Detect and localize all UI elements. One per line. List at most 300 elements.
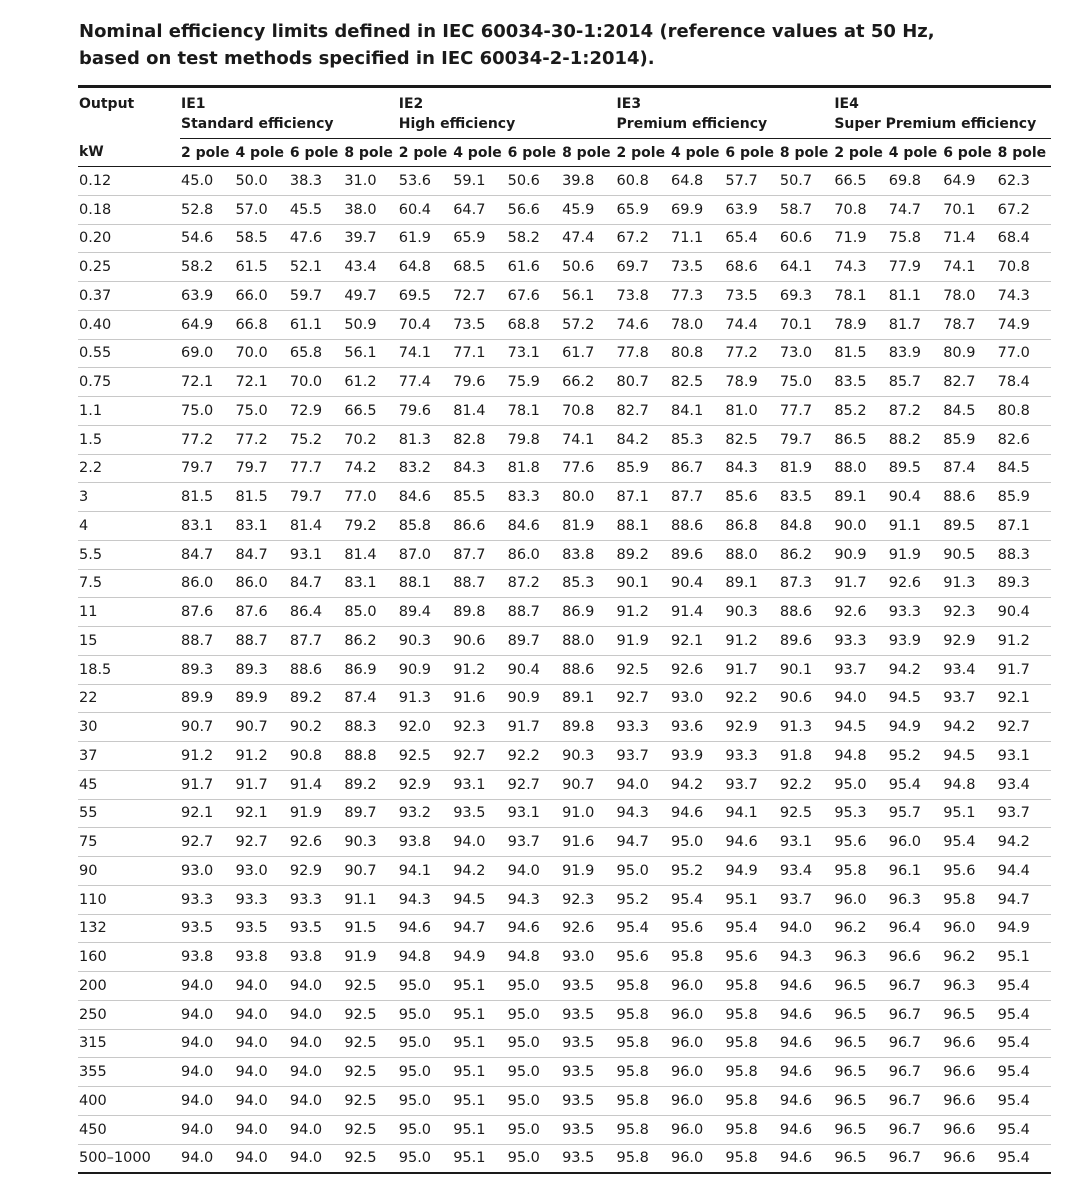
efficiency-value-cell: 61.1: [289, 310, 343, 339]
efficiency-value-cell: 94.2: [670, 770, 724, 799]
efficiency-value-cell: 88.0: [561, 627, 615, 656]
efficiency-value-cell: 95.1: [942, 799, 996, 828]
pole-header: 8 pole: [343, 139, 397, 167]
efficiency-value-cell: 93.3: [616, 713, 670, 742]
efficiency-value-cell: 90.7: [180, 713, 234, 742]
efficiency-value-cell: 95.4: [997, 1029, 1051, 1058]
output-kw-cell: 400: [78, 1087, 180, 1116]
efficiency-value-cell: 94.3: [616, 799, 670, 828]
title-line-2: based on test methods specified in IEC 60034-2-1:2014).: [79, 48, 655, 69]
efficiency-value-cell: 82.8: [452, 425, 506, 454]
efficiency-value-cell: 94.7: [997, 885, 1051, 914]
efficiency-value-cell: 93.5: [234, 914, 288, 943]
efficiency-value-cell: 91.2: [234, 742, 288, 771]
efficiency-value-cell: 91.0: [561, 799, 615, 828]
efficiency-value-cell: 78.1: [833, 282, 887, 311]
efficiency-value-cell: 95.8: [616, 1115, 670, 1144]
efficiency-value-cell: 82.6: [997, 425, 1051, 454]
efficiency-value-cell: 87.0: [398, 540, 452, 569]
efficiency-value-cell: 93.5: [452, 799, 506, 828]
efficiency-value-cell: 95.1: [453, 1150, 486, 1167]
efficiency-value-cell: 70.4: [398, 310, 452, 339]
efficiency-value-cell: 89.1: [833, 483, 887, 512]
efficiency-value-cell: 95.8: [616, 1087, 670, 1116]
efficiency-value-cell: 71.9: [833, 224, 887, 253]
efficiency-value-cell: 92.6: [561, 914, 615, 943]
pole-header: 2 pole: [180, 139, 234, 167]
efficiency-value-cell: 75.8: [888, 224, 942, 253]
efficiency-value-cell: 94.6: [779, 1000, 833, 1029]
efficiency-value-cell: 90.9: [833, 540, 887, 569]
output-kw-cell: 110: [78, 885, 180, 914]
efficiency-value-cell: 93.8: [398, 828, 452, 857]
efficiency-value-cell: 96.6: [942, 1029, 996, 1058]
efficiency-value-cell: 92.6: [888, 569, 942, 598]
efficiency-value-cell: 74.3: [833, 253, 887, 282]
efficiency-value-cell: 89.2: [289, 684, 343, 713]
efficiency-value-cell: 81.9: [779, 454, 833, 483]
output-kw-cell: 3: [78, 483, 180, 512]
efficiency-value-cell: 84.3: [452, 454, 506, 483]
efficiency-value-cell: 96.6: [942, 1115, 996, 1144]
efficiency-value-cell: 92.5: [779, 799, 833, 828]
pole-header: 4 pole: [452, 139, 506, 167]
efficiency-value-cell: 93.0: [561, 943, 615, 972]
efficiency-value-cell: 95.8: [942, 885, 996, 914]
efficiency-value-cell: 89.1: [724, 569, 778, 598]
pole-header: 6 pole: [942, 139, 996, 167]
efficiency-value-cell: 87.3: [779, 569, 833, 598]
efficiency-value-cell: 87.7: [670, 483, 724, 512]
efficiency-value-cell: 96.0: [670, 1058, 724, 1087]
efficiency-value-cell: 54.6: [180, 224, 234, 253]
efficiency-value-cell: 95.1: [452, 1000, 506, 1029]
efficiency-value-cell: 86.0: [180, 569, 234, 598]
efficiency-value-cell: 93.7: [779, 885, 833, 914]
efficiency-value-cell: 64.9: [942, 167, 996, 196]
efficiency-value-cell: 73.1: [507, 339, 561, 368]
efficiency-value-cell: 67.2: [616, 224, 670, 253]
efficiency-value-cell: 65.9: [452, 224, 506, 253]
group-header-ie1: [180, 87, 398, 139]
efficiency-value-cell: 38.0: [343, 195, 397, 224]
efficiency-value-cell: 95.4: [724, 914, 778, 943]
efficiency-value-cell: 95.6: [833, 828, 887, 857]
output-kw-cell: 18.5: [78, 655, 180, 684]
output-kw-cell: 75: [78, 828, 180, 857]
efficiency-value-cell: 74.4: [724, 310, 778, 339]
efficiency-value-cell: 91.8: [779, 742, 833, 771]
efficiency-value-cell: 94.9: [724, 857, 778, 886]
efficiency-value-cell: 74.6: [616, 310, 670, 339]
table-row: [78, 914, 1051, 943]
efficiency-value-cell: 69.3: [779, 282, 833, 311]
table-row: [78, 742, 1051, 771]
table-row: [78, 972, 1051, 1001]
efficiency-value-cell: 92.7: [452, 742, 506, 771]
group-header-row: [78, 87, 1051, 139]
efficiency-value-cell: 92.9: [942, 627, 996, 656]
efficiency-value-cell: 93.7: [724, 770, 778, 799]
efficiency-value-cell: 86.9: [561, 598, 615, 627]
output-header: Output: [79, 96, 135, 112]
efficiency-value-cell: 86.2: [779, 540, 833, 569]
efficiency-value-cell: 88.0: [833, 454, 887, 483]
efficiency-value-cell: 72.1: [180, 368, 234, 397]
table-body: [78, 167, 1051, 1174]
efficiency-value-cell: 95.0: [398, 1000, 452, 1029]
efficiency-value-cell: 88.6: [289, 655, 343, 684]
efficiency-value-cell: 61.2: [343, 368, 397, 397]
efficiency-value-cell: 59.1: [452, 167, 506, 196]
efficiency-value-cell: 60.4: [398, 195, 452, 224]
efficiency-value-cell: 93.5: [561, 972, 615, 1001]
table-row: [78, 310, 1051, 339]
efficiency-value-cell: 92.5: [616, 655, 670, 684]
efficiency-value-cell: 95.0: [398, 972, 452, 1001]
output-kw-cell: 450: [78, 1115, 180, 1144]
efficiency-value-cell: 92.3: [942, 598, 996, 627]
efficiency-value-cell: 92.5: [343, 1000, 397, 1029]
efficiency-value-cell: 93.8: [234, 943, 288, 972]
efficiency-value-cell: 90.8: [289, 742, 343, 771]
output-kw-cell: 30: [78, 713, 180, 742]
efficiency-value-cell: 95.1: [452, 1087, 506, 1116]
efficiency-value-cell: 82.5: [724, 425, 778, 454]
efficiency-value-cell: 78.0: [942, 282, 996, 311]
efficiency-value-cell: 93.3: [724, 742, 778, 771]
efficiency-value-cell: 78.1: [507, 397, 561, 426]
efficiency-value-cell: 31.0: [343, 167, 397, 196]
efficiency-value-cell: 93.4: [997, 770, 1051, 799]
efficiency-value-cell: 96.0: [670, 1150, 704, 1167]
efficiency-value-cell: 95.8: [833, 857, 887, 886]
efficiency-value-cell: 81.8: [507, 454, 561, 483]
efficiency-value-cell: 91.2: [452, 655, 506, 684]
efficiency-value-cell: 56.1: [561, 282, 615, 311]
table-row: [78, 1087, 1051, 1116]
efficiency-value-cell: 77.2: [180, 425, 234, 454]
efficiency-value-cell: 93.3: [833, 627, 887, 656]
efficiency-value-cell: 93.1: [289, 540, 343, 569]
efficiency-value-cell: 92.1: [997, 684, 1051, 713]
efficiency-value-cell: 77.0: [997, 339, 1051, 368]
efficiency-value-cell: 91.2: [180, 742, 234, 771]
efficiency-value-cell: 95.8: [724, 1087, 778, 1116]
efficiency-value-cell: 95.4: [997, 1115, 1051, 1144]
pole-header: 4 pole: [670, 139, 724, 167]
efficiency-value-cell: 94.6: [779, 1029, 833, 1058]
efficiency-value-cell: 88.6: [942, 483, 996, 512]
table-row: [78, 713, 1051, 742]
efficiency-value-cell: 52.8: [180, 195, 234, 224]
efficiency-value-cell: 73.5: [724, 282, 778, 311]
efficiency-value-cell: 96.0: [670, 1000, 724, 1029]
efficiency-value-cell: 95.0: [616, 857, 670, 886]
efficiency-value-cell: 77.0: [343, 483, 397, 512]
efficiency-value-cell: 71.1: [670, 224, 724, 253]
efficiency-value-cell: 96.7: [888, 1087, 942, 1116]
efficiency-value-cell: 90.6: [779, 684, 833, 713]
table-row: [78, 167, 1051, 196]
table-row: [78, 195, 1051, 224]
efficiency-value-cell: 90.4: [888, 483, 942, 512]
efficiency-value-cell: 89.9: [180, 684, 234, 713]
efficiency-value-cell: 53.6: [398, 167, 452, 196]
efficiency-value-cell: 57.2: [561, 310, 615, 339]
efficiency-value-cell: 60.8: [616, 167, 670, 196]
efficiency-value-cell: 95.0: [507, 1000, 561, 1029]
efficiency-value-cell: 66.5: [833, 167, 887, 196]
efficiency-value-cell: 84.6: [507, 512, 561, 541]
efficiency-value-cell: 96.0: [942, 914, 996, 943]
efficiency-value-cell: 93.5: [561, 1115, 615, 1144]
output-kw-cell: 1.5: [78, 425, 180, 454]
efficiency-value-cell: 84.8: [779, 512, 833, 541]
efficiency-value-cell: 94.0: [181, 1150, 214, 1167]
efficiency-value-cell: 73.5: [670, 253, 724, 282]
efficiency-value-cell: 92.9: [724, 713, 778, 742]
efficiency-value-cell: 93.5: [561, 1029, 615, 1058]
efficiency-value-cell: 95.1: [452, 1058, 506, 1087]
efficiency-value-cell: 94.6: [779, 972, 833, 1001]
efficiency-value-cell: 93.7: [833, 655, 887, 684]
efficiency-value-cell: 85.9: [942, 425, 996, 454]
output-kw-cell: 315: [78, 1029, 180, 1058]
efficiency-value-cell: 95.4: [997, 1087, 1051, 1116]
efficiency-value-cell: 93.9: [888, 627, 942, 656]
efficiency-value-cell: 43.4: [343, 253, 397, 282]
efficiency-value-cell: 85.7: [888, 368, 942, 397]
table-row: [78, 1000, 1051, 1029]
efficiency-value-cell: 88.3: [343, 713, 397, 742]
efficiency-value-cell: 95.8: [616, 972, 670, 1001]
efficiency-value-cell: 70.2: [343, 425, 397, 454]
efficiency-value-cell: 94.0: [779, 914, 833, 943]
efficiency-value-cell: 58.7: [779, 195, 833, 224]
efficiency-value-cell: 95.1: [452, 1029, 506, 1058]
efficiency-value-cell: 74.2: [343, 454, 397, 483]
efficiency-value-cell: 45.5: [289, 195, 343, 224]
efficiency-value-cell: 94.0: [289, 1115, 343, 1144]
efficiency-value-cell: 50.6: [561, 253, 615, 282]
efficiency-value-cell: 94.1: [398, 857, 452, 886]
efficiency-value-cell: 94.0: [616, 770, 670, 799]
efficiency-value-cell: 57.0: [234, 195, 288, 224]
efficiency-value-cell: 60.6: [779, 224, 833, 253]
pole-header: 8 pole: [779, 139, 833, 167]
efficiency-value-cell: 90.4: [670, 569, 724, 598]
efficiency-value-cell: 91.7: [180, 770, 234, 799]
efficiency-value-cell: 85.5: [452, 483, 506, 512]
efficiency-value-cell: 89.7: [343, 799, 397, 828]
efficiency-value-cell: 94.4: [997, 857, 1051, 886]
efficiency-value-cell: 94.2: [888, 655, 942, 684]
efficiency-value-cell: 58.2: [180, 253, 234, 282]
efficiency-value-cell: 92.2: [724, 684, 778, 713]
efficiency-value-cell: 79.7: [234, 454, 288, 483]
efficiency-value-cell: 96.3: [888, 885, 942, 914]
pole-header: 2 pole: [833, 139, 887, 167]
efficiency-value-cell: 96.3: [833, 943, 887, 972]
efficiency-value-cell: 83.5: [779, 483, 833, 512]
efficiency-value-cell: 81.1: [888, 282, 942, 311]
efficiency-value-cell: 72.1: [234, 368, 288, 397]
table-row: [78, 598, 1051, 627]
efficiency-value-cell: 81.5: [180, 483, 234, 512]
output-kw-cell: 0.12: [78, 167, 180, 196]
efficiency-value-cell: 61.6: [507, 253, 561, 282]
efficiency-value-cell: 92.2: [507, 742, 561, 771]
efficiency-value-cell: 93.4: [779, 857, 833, 886]
unit-header: kW: [78, 139, 180, 167]
efficiency-value-cell: 95.8: [616, 1000, 670, 1029]
efficiency-value-cell: 91.2: [997, 627, 1051, 656]
efficiency-value-cell: 90.7: [234, 713, 288, 742]
output-kw-cell: 132: [78, 914, 180, 943]
efficiency-value-cell: 96.6: [888, 943, 942, 972]
efficiency-value-cell: 90.0: [833, 512, 887, 541]
efficiency-value-cell: 93.0: [234, 857, 288, 886]
output-kw-cell: 0.55: [78, 339, 180, 368]
efficiency-value-cell: 94.6: [779, 1115, 833, 1144]
efficiency-value-cell: 91.7: [833, 569, 887, 598]
efficiency-value-cell: 50.0: [234, 167, 288, 196]
efficiency-value-cell: 90.3: [398, 627, 452, 656]
efficiency-value-cell: 92.5: [344, 1150, 377, 1167]
efficiency-value-cell: 89.8: [561, 713, 615, 742]
efficiency-value-cell: 74.9: [997, 310, 1051, 339]
output-kw-cell: 4: [78, 512, 180, 541]
table-row: [78, 828, 1051, 857]
efficiency-value-cell: 74.3: [997, 282, 1051, 311]
pole-header: 4 pole: [888, 139, 942, 167]
efficiency-value-cell: 94.8: [398, 943, 452, 972]
table-row: [78, 540, 1051, 569]
efficiency-value-cell: 91.1: [343, 885, 397, 914]
efficiency-value-cell: 93.0: [180, 857, 234, 886]
efficiency-value-cell: 68.5: [452, 253, 506, 282]
table-row: [78, 1029, 1051, 1058]
efficiency-value-cell: 94.0: [180, 1000, 234, 1029]
efficiency-value-cell: 94.0: [507, 857, 561, 886]
output-kw-cell: 11: [78, 598, 180, 627]
efficiency-value-cell: 95.4: [997, 1000, 1051, 1029]
efficiency-value-cell: 77.6: [561, 454, 615, 483]
efficiency-value-cell: 92.3: [561, 885, 615, 914]
efficiency-value-cell: 75.9: [507, 368, 561, 397]
table-row: [78, 512, 1051, 541]
efficiency-value-cell: 58.5: [234, 224, 288, 253]
efficiency-value-cell: 94.3: [779, 943, 833, 972]
efficiency-value-cell: 87.2: [888, 397, 942, 426]
group-name: High efficiency: [398, 116, 516, 132]
efficiency-value-cell: 87.2: [507, 569, 561, 598]
efficiency-value-cell: 39.8: [561, 167, 615, 196]
efficiency-value-cell: 77.4: [398, 368, 452, 397]
efficiency-value-cell: 94.1: [724, 799, 778, 828]
efficiency-value-cell: 91.7: [997, 655, 1051, 684]
output-kw-cell: 0.25: [78, 253, 180, 282]
efficiency-value-cell: 91.3: [398, 684, 452, 713]
efficiency-value-cell: 94.0: [289, 1150, 323, 1167]
efficiency-value-cell: 61.9: [398, 224, 452, 253]
efficiency-value-cell: 95.0: [833, 770, 887, 799]
efficiency-value-cell: 96.7: [888, 1150, 922, 1167]
efficiency-value-cell: 96.5: [833, 1058, 887, 1087]
efficiency-value-cell: 91.3: [942, 569, 996, 598]
efficiency-value-cell: 89.7: [507, 627, 561, 656]
efficiency-value-cell: 94.5: [452, 885, 506, 914]
efficiency-value-cell: 79.6: [398, 397, 452, 426]
efficiency-value-cell: 79.2: [343, 512, 397, 541]
efficiency-value-cell: 96.0: [670, 1115, 724, 1144]
efficiency-value-cell: 95.8: [724, 1029, 778, 1058]
efficiency-value-cell: 90.7: [561, 770, 615, 799]
efficiency-value-cell: 91.3: [779, 713, 833, 742]
efficiency-value-cell: 94.0: [289, 1029, 343, 1058]
table-row: [78, 425, 1051, 454]
efficiency-value-cell: 93.7: [997, 799, 1051, 828]
efficiency-value-cell: 80.7: [616, 368, 670, 397]
efficiency-value-cell: 83.1: [180, 512, 234, 541]
efficiency-value-cell: 93.5: [561, 1087, 615, 1116]
efficiency-value-cell: 78.9: [724, 368, 778, 397]
efficiency-value-cell: 70.1: [942, 195, 996, 224]
efficiency-value-cell: 92.1: [670, 627, 724, 656]
table-row: [78, 655, 1051, 684]
efficiency-value-cell: 65.4: [724, 224, 778, 253]
efficiency-value-cell: 93.0: [670, 684, 724, 713]
efficiency-value-cell: 96.5: [833, 972, 887, 1001]
efficiency-value-cell: 95.0: [398, 1087, 452, 1116]
efficiency-value-cell: 88.7: [452, 569, 506, 598]
efficiency-value-cell: 89.2: [616, 540, 670, 569]
efficiency-value-cell: 92.6: [833, 598, 887, 627]
efficiency-value-cell: 66.5: [343, 397, 397, 426]
efficiency-value-cell: 89.3: [180, 655, 234, 684]
efficiency-value-cell: 81.7: [888, 310, 942, 339]
output-kw-cell: 22: [78, 684, 180, 713]
efficiency-value-cell: 86.8: [724, 512, 778, 541]
efficiency-table: [78, 85, 1051, 1174]
efficiency-value-cell: 88.6: [670, 512, 724, 541]
efficiency-value-cell: 96.5: [942, 1000, 996, 1029]
efficiency-value-cell: 95.4: [888, 770, 942, 799]
efficiency-value-cell: 85.8: [398, 512, 452, 541]
efficiency-value-cell: 66.2: [561, 368, 615, 397]
efficiency-value-cell: 96.7: [888, 1000, 942, 1029]
efficiency-value-cell: 68.8: [507, 310, 561, 339]
efficiency-value-cell: 90.5: [942, 540, 996, 569]
efficiency-value-cell: 80.9: [942, 339, 996, 368]
efficiency-value-cell: 94.5: [888, 684, 942, 713]
efficiency-value-cell: 85.3: [561, 569, 615, 598]
efficiency-value-cell: 93.1: [452, 770, 506, 799]
group-header-ie2: [398, 87, 616, 139]
group-name: Standard efficiency: [181, 116, 334, 132]
efficiency-value-cell: 90.7: [343, 857, 397, 886]
efficiency-value-cell: 93.8: [180, 943, 234, 972]
efficiency-value-cell: 89.1: [561, 684, 615, 713]
efficiency-value-cell: 86.0: [234, 569, 288, 598]
efficiency-value-cell: 96.6: [942, 1058, 996, 1087]
efficiency-value-cell: 94.6: [779, 1150, 813, 1167]
efficiency-value-cell: 93.3: [180, 885, 234, 914]
efficiency-value-cell: 95.1: [724, 885, 778, 914]
efficiency-value-cell: 95.0: [398, 1150, 432, 1167]
pole-header: 6 pole: [507, 139, 561, 167]
